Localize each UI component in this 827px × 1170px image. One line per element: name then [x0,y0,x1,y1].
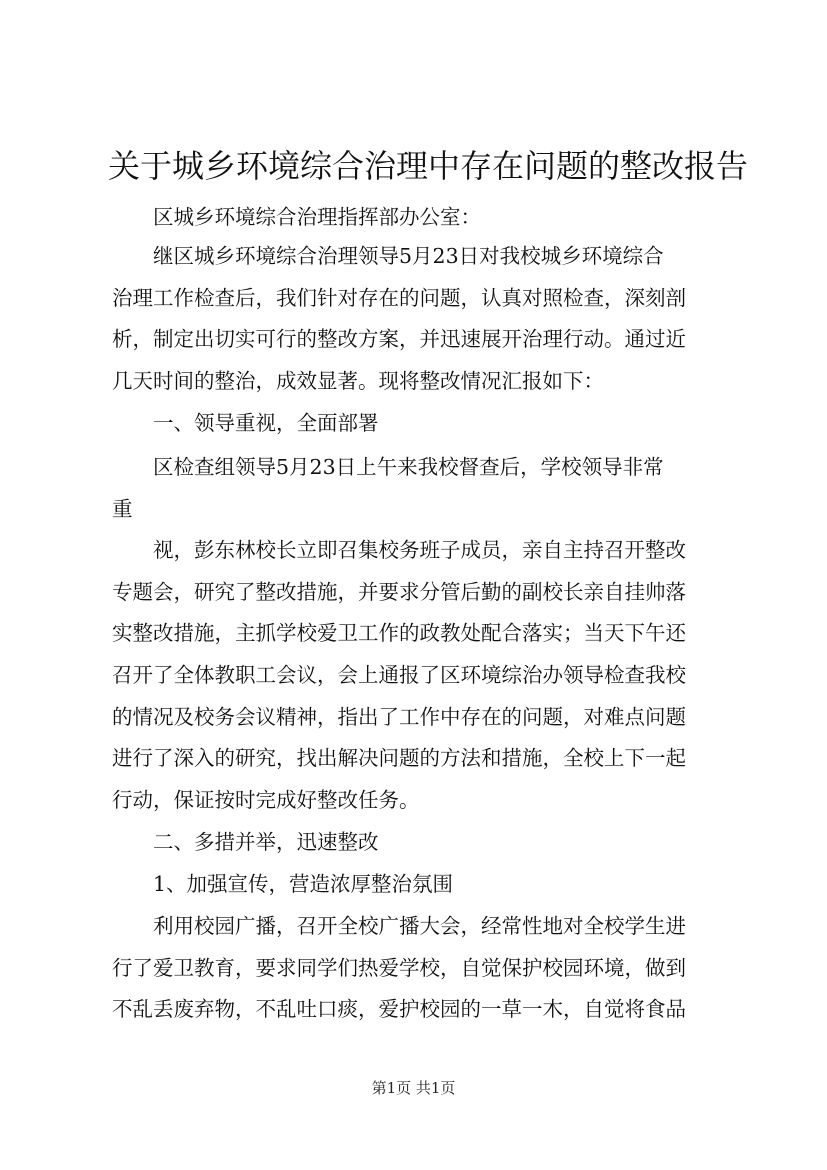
body-line: 不乱丢废弃物，不乱吐口痰，爱护校园的一草一木，自觉将食品 [112,997,686,1021]
body-line: 继区城乡环境综合治理领导5月23日对我校城乡环境综合 [153,244,664,268]
section-heading: 一、领导重视，全面部署 [153,411,379,435]
body-line: 的情况及校务会议精神，指出了工作中存在的问题，对难点问题 [112,705,686,729]
body-line: 析，制定出切实可行的整改方案，并迅速展开治理行动。通过近 [112,327,686,351]
body-line: 行了爱卫教育，要求同学们热爱学校，自觉保护校园环境，做到 [112,956,686,980]
body-line: 专题会，研究了整改措施，并要求分管后勤的副校长亲自挂帅落 [112,580,686,604]
body-line: 利用校园广播，召开全校广播大会，经常性地对全校学生进 [153,914,686,938]
salutation-line: 区城乡环境综合治理指挥部办公室： [153,205,481,229]
body-line: 行动，保证按时完成好整改任务。 [112,788,420,812]
document-title: 关于城乡环境综合治理中存在问题的整改报告 [108,147,749,185]
section-heading: 二、多措并举，迅速整改 [153,830,379,854]
body-line: 几天时间的整治，成效显著。现将整改情况汇报如下： [112,369,604,393]
body-line: 区检查组领导5月23日上午来我校督查后，学校领导非常 [153,455,664,479]
subsection-heading: 1、加强宣传，营造浓厚整治氛围 [153,872,454,896]
page-number-footer: 第1页 共1页 [371,1079,456,1097]
body-line: 进行了深入的研究，找出解决问题的方法和措施，全校上下一起 [112,746,686,770]
body-line: 召开了全体教职工会议，会上通报了区环境综治办领导检查我校 [112,663,686,687]
body-line: 视，彭东林校长立即召集校务班子成员，亲自主持召开整改 [153,538,686,562]
body-line: 治理工作检查后，我们针对存在的问题，认真对照检查，深刻剖 [112,286,686,310]
body-line: 重 [112,497,133,521]
body-line: 实整改措施，主抓学校爱卫工作的政教处配合落实；当天下午还 [112,621,686,645]
